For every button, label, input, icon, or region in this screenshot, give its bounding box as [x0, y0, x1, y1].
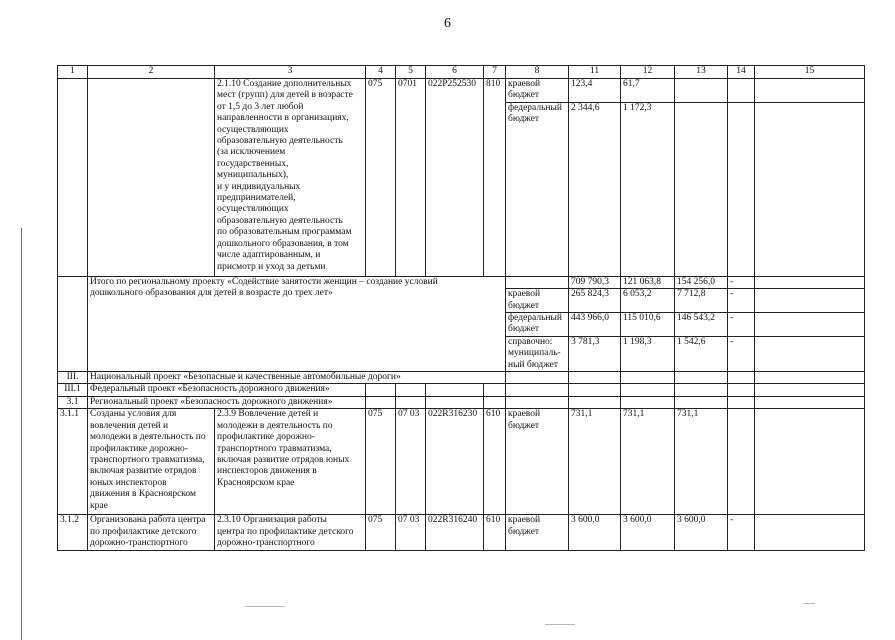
section-row — [58, 384, 865, 396]
cell-empty — [755, 396, 865, 408]
cell-empty — [506, 396, 569, 408]
note-cell — [755, 289, 865, 313]
column-header: 3 — [215, 66, 366, 79]
section-number: III.1 — [58, 384, 88, 396]
column-header: 15 — [755, 66, 865, 79]
note-cell — [755, 409, 865, 515]
result-description: Созданы условия для вовлечения детей и молодежи в деятельность по профилактике дорожно- транспортного травматизма, включая развитие отрядов юных инспекторов движения в Красноярском крае — [88, 409, 215, 515]
amount-cell: 709 790,3 — [569, 276, 621, 288]
scan-mark — [545, 624, 575, 625]
column-number-row — [58, 66, 865, 79]
table-row — [58, 276, 865, 288]
cell-rzpr: 07 03 — [396, 515, 426, 551]
amount-cell: - — [728, 336, 755, 371]
amount-cell: 1 172,3 — [621, 102, 675, 276]
note-cell — [755, 79, 865, 103]
column-header: 11 — [569, 66, 621, 79]
page-number: 6 — [444, 16, 451, 31]
budget-table — [57, 65, 865, 551]
cell-vr: 610 — [484, 515, 506, 551]
amount-cell: 1 198,3 — [621, 336, 675, 371]
amount-cell — [728, 409, 755, 515]
cell-rzpr: 07 03 — [396, 409, 426, 515]
cell-empty — [728, 384, 755, 396]
cell-rzpr: 0701 — [396, 79, 426, 277]
column-header: 7 — [484, 66, 506, 79]
cell-grbs: 075 — [366, 79, 396, 277]
cell-csr: 022R316230 — [426, 409, 484, 515]
column-header: 13 — [675, 66, 728, 79]
scan-margin-line — [21, 228, 22, 640]
note-cell — [755, 276, 865, 288]
cell-empty — [728, 372, 755, 384]
amount-cell: 2 344,6 — [569, 102, 621, 276]
section-number: III. — [58, 372, 88, 384]
amount-cell: 6 053,2 — [621, 289, 675, 313]
cell-empty — [426, 384, 484, 396]
cell-empty — [675, 384, 728, 396]
column-header: 4 — [366, 66, 396, 79]
amount-cell: 443 966,0 — [569, 313, 621, 337]
cell-empty — [88, 79, 215, 277]
column-header: 14 — [728, 66, 755, 79]
budget-source: краевой бюджет — [506, 289, 569, 313]
cell-grbs: 075 — [366, 409, 396, 515]
scan-mark — [803, 603, 815, 604]
cell-csr: 022R316240 — [426, 515, 484, 551]
cell-empty — [569, 372, 621, 384]
cell-empty — [506, 372, 569, 384]
cell-empty — [58, 276, 88, 371]
cell-grbs: 075 — [366, 515, 396, 551]
cell-empty — [621, 372, 675, 384]
amount-cell: 731,1 — [569, 409, 621, 515]
cell-vr: 810 — [484, 79, 506, 277]
amount-cell: 123,4 — [569, 79, 621, 103]
cell-empty — [426, 396, 484, 408]
cell-empty — [621, 384, 675, 396]
column-header: 12 — [621, 66, 675, 79]
cell-empty — [621, 396, 675, 408]
budget-source: федеральный бюджет — [506, 313, 569, 337]
cell-empty — [366, 384, 396, 396]
column-header: 8 — [506, 66, 569, 79]
amount-cell: - — [728, 515, 755, 551]
cell-empty — [728, 396, 755, 408]
table-row — [58, 515, 865, 551]
amount-cell: 61,7 — [621, 79, 675, 103]
amount-cell: 731,1 — [621, 409, 675, 515]
activity-description: 2.3.9 Вовлечение детей и молодежи в деятельность по профилактике дорожно- транспортного травматизма, включая развитие отрядов юных инспекторов движения в Красноярском крае — [215, 409, 366, 515]
cell-empty — [506, 384, 569, 396]
cell-empty — [755, 384, 865, 396]
activity-description: 2.1.10 Создание дополнительных мест (групп) для детей в возрасте от 1,5 до 3 лет любой направленности в организациях, осуществляющих образовательную деятельность (за исключением государственных, муниципальных), и у индивидуальных предпринимателей, осуществляющих образовательную деятельность по образовательным программам дошкольного образования, в том числе адаптированным, и присмотр и уход за детьми — [215, 79, 366, 277]
budget-source: краевой бюджет — [506, 79, 569, 103]
cell-empty — [484, 396, 506, 408]
amount-cell: 731,1 — [675, 409, 728, 515]
amount-cell: 115 010,6 — [621, 313, 675, 337]
budget-source: краевой бюджет — [506, 409, 569, 515]
amount-cell — [728, 79, 755, 103]
section-title: Национальный проект «Безопасные и качественные автомобильные дороги» — [88, 372, 506, 384]
section-row — [58, 372, 865, 384]
amount-cell — [675, 79, 728, 103]
section-row — [58, 396, 865, 408]
table-row — [58, 79, 865, 103]
column-header: 1 — [58, 66, 88, 79]
amount-cell: 1 542,6 — [675, 336, 728, 371]
row-number: 3.1.2 — [58, 515, 88, 551]
note-cell — [755, 313, 865, 337]
section-title: Региональный проект «Безопасность дорожного движения» — [88, 396, 366, 408]
result-description: Организована работа центра по профилактике детского дорожно-транспортного — [88, 515, 215, 551]
amount-cell: 265 824,3 — [569, 289, 621, 313]
column-header: 5 — [396, 66, 426, 79]
budget-source: справочно: муниципаль- ный бюджет — [506, 336, 569, 371]
amount-cell: 121 063,8 — [621, 276, 675, 288]
cell-empty — [396, 396, 426, 408]
budget-source: федеральный бюджет — [506, 102, 569, 276]
amount-cell: 7 712,8 — [675, 289, 728, 313]
note-cell — [755, 102, 865, 276]
column-header: 6 — [426, 66, 484, 79]
amount-cell: 3 600,0 — [621, 515, 675, 551]
amount-cell: - — [728, 313, 755, 337]
note-cell — [755, 336, 865, 371]
cell-empty — [396, 384, 426, 396]
project-total-label: Итого по региональному проекту «Содействие занятости женщин – создание условий дошкольного образования для детей в возрасте до трех лет» — [88, 276, 506, 371]
amount-cell: 3 600,0 — [675, 515, 728, 551]
section-number: 3.1 — [58, 396, 88, 408]
scan-mark — [245, 606, 285, 607]
row-number: 3.1.1 — [58, 409, 88, 515]
amount-cell: 3 781,3 — [569, 336, 621, 371]
cell-empty — [755, 372, 865, 384]
amount-cell: 3 600,0 — [569, 515, 621, 551]
cell-empty — [366, 396, 396, 408]
cell-csr: 022P252530 — [426, 79, 484, 277]
amount-cell — [728, 102, 755, 276]
section-title: Федеральный проект «Безопасность дорожного движения» — [88, 384, 366, 396]
cell-empty — [569, 396, 621, 408]
cell-empty — [569, 384, 621, 396]
activity-description: 2.3.10 Организация работы центра по профилактике детского дорожно-транспортного — [215, 515, 366, 551]
amount-cell: 146 543,2 — [675, 313, 728, 337]
column-header: 2 — [88, 66, 215, 79]
table-row — [58, 409, 865, 515]
amount-cell: - — [728, 289, 755, 313]
amount-cell — [675, 102, 728, 276]
cell-vr: 610 — [484, 409, 506, 515]
budget-source — [506, 276, 569, 288]
note-cell — [755, 515, 865, 551]
amount-cell: - — [728, 276, 755, 288]
cell-empty — [675, 396, 728, 408]
cell-empty — [484, 384, 506, 396]
budget-source: краевой бюджет — [506, 515, 569, 551]
amount-cell: 154 256,0 — [675, 276, 728, 288]
cell-empty — [58, 79, 88, 277]
cell-empty — [675, 372, 728, 384]
